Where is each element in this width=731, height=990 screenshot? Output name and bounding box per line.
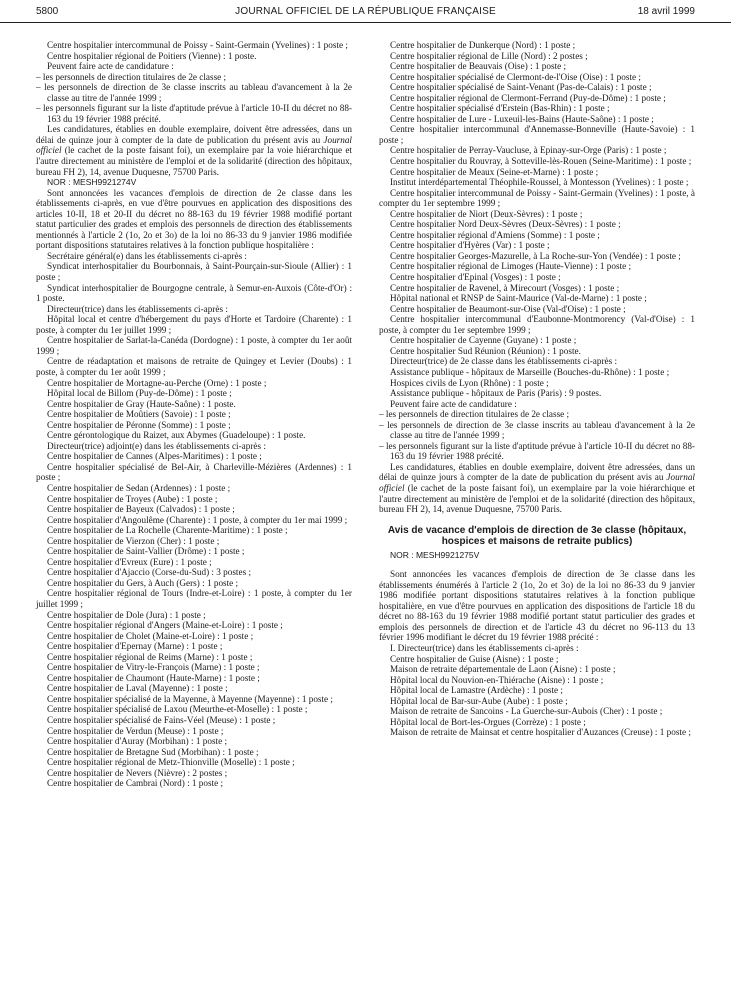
nor-reference: NOR : MESH9921274V — [47, 177, 137, 188]
text-line: Centre hospitalier de Niort (Deux-Sèvres) : 1 poste ; — [390, 208, 583, 219]
text-line: – les personnels de direction de 3e classe inscrits au tableau d'avancement à la 2e classe au titre de l'année 1999 ; — [36, 82, 352, 103]
text-line: Centre hospitalier de Gray (Haute-Saône) : 1 poste. — [47, 398, 236, 409]
text-line: Centre hospitalier de Cayenne (Guyane) : 1 poste ; — [390, 335, 577, 346]
text-line: Centre hospitalier régional d'Angers (Maine-et-Loire) : 1 poste ; — [47, 620, 283, 631]
text-line: Assistance publique - hôpitaux de Marseille (Bouches-du-Rhône) : 1 poste ; — [390, 366, 670, 377]
left-intro — [36, 40, 352, 124]
text-line: Centre hospitalier d'Epernay (Marne) : 1 poste ; — [47, 641, 223, 652]
text-line: Centre hospitalier régional d'Amiens (Somme) : 1 poste ; — [390, 229, 600, 240]
text-line: Centre hospitalier d'Angoulême (Charente) : 1 poste, à compter du 1er mai 1999 ; — [47, 514, 348, 525]
text-line: – les personnels de direction de 3e classe inscrits au tableau d'avancement à la 2e classe au titre de l'année 1999 ; — [379, 419, 695, 441]
text-line: Centre hospitalier spécialisé d'Erstein (Bas-Rhin) : 1 poste ; — [390, 103, 610, 114]
text-line: Centre hospitalier intercommunal de Poissy - Saint-Germain (Yvelines) : 1 poste ; — [47, 40, 348, 50]
text-line: Centre hospitalier de Mortagne-au-Perche (Orne) : 1 poste ; — [47, 377, 267, 388]
right-body — [379, 569, 695, 738]
text-line: Centre de réadaptation et maisons de retraite de Quingey et Levier (Doubs) : 1 poste, à compter du 1er août 1999 ; — [36, 356, 352, 377]
text-line: Centre hospitalier de Ravenel, à Mirecourt (Vosges) : 1 poste ; — [390, 282, 620, 293]
text-line: Hospices civils de Lyon (Rhône) : 1 poste ; — [390, 377, 549, 388]
text-line: Centre hospitalier de Chaumont (Haute-Marne) : 1 poste ; — [47, 672, 260, 683]
text-line: Centre hospitalier Nord Deux-Sèvres (Deux-Sèvres) : 1 poste ; — [390, 219, 621, 230]
text-line: Centre hospitalier intercommunal de Poissy - Saint-Germain (Yvelines) : 1 poste, à compter du 1er septembre 1999 ; — [379, 187, 695, 209]
text-line: Centre hospitalier régional de Tours (Indre-et-Loire) : 1 poste, à compter du 1er juillet 1999 ; — [36, 588, 352, 609]
text-line: Centre hospitalier de Beauvais (Oise) : 1 poste ; — [390, 61, 567, 72]
text-line: – les personnels de direction titulaires de 2e classe ; — [36, 71, 227, 82]
text-line: Maison de retraite de Mainsat et centre hospitalier d'Auzances (Creuse) : 1 poste ; — [390, 727, 691, 738]
text-line: – les personnels figurant sur la liste d'aptitude prévue à l'article 10-II du décret no 88-163 du 19 février 1988 précité. — [36, 103, 352, 124]
text-line: Sont annoncées les vacances d'emplois de direction de 2e classe dans les établissements ci-après, en vue d'être pourvues en application des dispositions des articles 10-II, 18 et 20-II du décret no 88-163 du 19 février 1988 modifié portant statut particulier des grades et emplois des personnels de direction des établissements mentionnés à l'article 2 (1o, 2o et 3o) de la loi no 86-33 du 9 janvier 1986 modifiée portant dispositions statutaires relatives à la fonction publique hospitalière : — [36, 187, 352, 251]
text-line: Syndicat interhospitalier du Bourbonnais, à Saint-Pourçain-sur-Sioule (Allier) : 1 poste ; — [36, 261, 352, 283]
text-line: Centre hospitalier de Saint-Vallier (Drôme) : 1 poste ; — [47, 546, 245, 557]
text-line: Centre hospitalier spécialisé de Laxou (Meurthe-et-Moselle) : 1 poste ; — [47, 704, 308, 715]
text-line: Centre hospitalier Georges-Mazurelle, à La Roche-sur-Yon (Vendée) : 1 poste ; — [390, 250, 681, 261]
text-line: Peuvent faire acte de candidature : — [390, 398, 517, 409]
text-line: I. Directeur(trice) dans les établissements ci-après : — [390, 642, 579, 653]
text-line: Directeur(trice) adjoint(e) dans les établissements ci-après : — [47, 440, 266, 451]
right-column — [379, 40, 695, 738]
text-line: Centre hospitalier régional de Limoges (Haute-Vienne) : 1 poste ; — [390, 261, 632, 272]
text-line: Centre hospitalier de Laval (Mayenne) : 1 poste ; — [47, 683, 228, 694]
text-line: Sont annoncées les vacances d'emplois de direction de 3e classe dans les établissements énumérés à l'article 2 (1o, 2o et 3o) de la loi no 86-33 du 9 janvier 1986 modifiée portant dispositions statutaires relatives à la fonction publique hospitalière, en vue d'être pourvues en application des dispositions de l'article 18 du décret no 88-163 du 19 février 1988 modifié portant statut particulier des grades et emplois des personnels de direction et de l'article 43 du décret no 96-113 du 13 février 1996 modifiant le décret du 19 février 1988 précité : — [379, 569, 695, 643]
text-line: Centre hospitalier de Vierzon (Cher) : 1 poste ; — [47, 535, 220, 546]
text-line: Centre gérontologique du Raizet, aux Abymes (Guadeloupe) : 1 poste. — [47, 430, 306, 441]
text-line: Hôpital national et RNSP de Saint-Maurice (Val-de-Marne) : 1 poste ; — [390, 293, 647, 304]
journal-title: JOURNAL OFFICIEL DE LA RÉPUBLIQUE FRANÇAISE — [235, 6, 496, 17]
left-body — [36, 188, 352, 789]
text-line: Centre hospitalier de Sarlat-la-Canéda (Dordogne) : 1 poste, à compter du 1er août 1999 ; — [36, 335, 352, 356]
text-line: Centre hospitalier du Gers, à Auch (Gers) : 1 poste ; — [47, 577, 239, 588]
publication-date: 18 avril 1999 — [637, 6, 695, 17]
text-line: Maison de retraite de Sancoins - La Guerche-sur-Aubois (Cher) : 1 poste ; — [390, 706, 663, 717]
text-line: Hôpital local de Bort-les-Orgues (Corrèze) : 1 poste ; — [390, 716, 586, 727]
text-line: Centre hospitalier spécialisé de Bel-Air, à Charleville-Mézières (Ardennes) : 1 poste ; — [36, 461, 352, 483]
text-line: Hôpital local de Billom (Puy-de-Dôme) : 1 poste ; — [47, 388, 232, 399]
text-line: Hôpital local de Lamastre (Ardèche) : 1 poste ; — [390, 685, 563, 696]
text-line: Centre hospitalier de Sedan (Ardennes) : 1 poste ; — [47, 482, 231, 493]
text-line: Centre hospitalier intercommunal d'Eaubonne-Montmorency (Val-d'Oise) : 1 poste, à compter du 1er septembre 1999 ; — [379, 314, 695, 335]
notice-title: Avis de vacance d'emplois de direction de 3e classe (hôpitaux, hospices et maisons de retraite publics) — [387, 524, 687, 548]
page-header — [0, 0, 731, 23]
text-line: Centre hospitalier régional de Lille (Nord) : 2 postes ; — [390, 50, 588, 61]
text-line: Centre hospitalier de La Rochelle (Charente-Maritime) : 1 poste ; — [47, 525, 288, 536]
text-line: Centre hospitalier spécialisé de la Mayenne, à Mayenne (Mayenne) : 1 poste ; — [47, 693, 333, 704]
text-line: Centre hospitalier d'Ajaccio (Corse-du-Sud) : 3 postes ; — [47, 567, 251, 578]
text-line: Centre hospitalier spécialisé de Fains-Véel (Meuse) : 1 poste ; — [47, 715, 276, 725]
text-line: Hôpital local et centre d'hébergement du pays d'Horte et Tardoire (Charente) : 1 poste, à compter du 1er juillet 1999 ; — [36, 314, 352, 335]
left-column — [36, 40, 352, 789]
text-line: Centre hospitalier de Bayeux (Calvados) : 1 poste ; — [47, 504, 235, 515]
text-line: Centre hospitalier de Dunkerque (Nord) : 1 poste ; — [390, 40, 576, 50]
text-line: Directeur(trice) dans les établissements ci-après : — [47, 303, 228, 314]
text-line: Centre hospitalier d'Auray (Morbihan) : 1 poste ; — [47, 736, 228, 747]
text-line: Centre hospitalier intercommunal d'Annemasse-Bonneville (Haute-Savoie) : 1 poste ; — [379, 124, 695, 145]
text-line: Centre hospitalier régional de Reims (Marne) : 1 poste ; — [47, 651, 253, 662]
text-line: Centre hospitalier de Bretagne Sud (Morbihan) : 1 poste ; — [47, 746, 259, 757]
text-line: Centre hospitalier d'Evreux (Eure) : 1 poste ; — [47, 556, 212, 567]
text-line: Directeur(trice) de 2e classe dans les établissements ci-après : — [390, 356, 618, 367]
nor-reference: NOR : MESH9921275V — [390, 549, 480, 560]
text-line: Centre hospitalier de Perray-Vaucluse, à Epinay-sur-Orge (Paris) : 1 poste ; — [390, 145, 667, 156]
text-line: Secrétaire général(e) dans les établissements ci-après : — [47, 250, 247, 261]
text-line: Centre hospitalier de Verdun (Meuse) : 1 poste ; — [47, 725, 224, 736]
text-line: Centre hospitalier de Cholet (Maine-et-Loire) : 1 poste ; — [47, 630, 254, 641]
text-line: Maison de retraite départementale de Laon (Aisne) : 1 poste ; — [390, 664, 616, 675]
text-line: Centre hospitalier Sud Réunion (Réunion) : 1 poste. — [390, 345, 581, 356]
text-line: Centre hospitalier de Guise (Aisne) : 1 poste ; — [390, 653, 559, 664]
text-line: – les personnels de direction titulaires de 2e classe ; — [379, 409, 570, 420]
text-line: Centre hospitalier de Beaumont-sur-Oise (Val-d'Oise) : 1 poste ; — [390, 303, 626, 314]
text-line: Institut interdépartemental Théophile-Roussel, à Montesson (Yvelines) : 1 poste ; — [390, 177, 689, 188]
text-line: Centre hospitalier de Troyes (Aube) : 1 poste ; — [47, 493, 218, 504]
text-line: Centre hospitalier de Cambrai (Nord) : 1 poste ; — [47, 778, 224, 789]
text-line: Peuvent faire acte de candidature : — [47, 61, 174, 72]
text-line: Centre hospitalier spécialisé de Saint-Venant (Pas-de-Calais) : 1 poste ; — [390, 82, 652, 93]
page-number: 5800 — [36, 6, 59, 17]
text-line: Centre hospitalier régional de Clermont-Ferrand (Puy-de-Dôme) : 1 poste ; — [390, 92, 666, 103]
text-line: Hôpital local de Bar-sur-Aube (Aube) : 1 poste ; — [390, 695, 568, 706]
text-line: Centre hospitalier régional de Metz-Thionville (Moselle) : 1 poste ; — [47, 757, 295, 768]
text-line: Centre hospitalier du Rouvray, à Sotteville-lès-Rouen (Seine-Maritime) : 1 poste ; — [390, 156, 692, 167]
text-line: Centre hospitalier de Lure - Luxeuil-les-Bains (Haute-Saône) : 1 poste ; — [390, 113, 654, 124]
text-line: Centre hospitalier de Vitry-le-François (Marne) : 1 poste ; — [47, 662, 260, 673]
text-line: Centre hospitalier de Meaux (Seine-et-Marne) : 1 poste ; — [390, 166, 599, 177]
text-line: Centre hospitalier de Moûtiers (Savoie) : 1 poste ; — [47, 409, 231, 420]
candidatures-paragraph: Les candidatures, établies en double exemplaire, doivent être adressées, dans un délai de quinze jours à compter de la date de publication du présent avis au Journal officiel (le cachet de la poste faisant foi), un exemplaire par la voie hiérarchique et l'autre directement au ministère de l'emploi et de la solidarité (direction des hôpitaux, bureau FH 2), 14, avenue Duquesne, 75700 Paris. — [379, 461, 695, 515]
text-line: Centre hospitalier de Péronne (Somme) : 1 poste ; — [47, 419, 231, 430]
text-line: Centre hospitalier d'Epinal (Vosges) : 1 poste ; — [390, 272, 561, 283]
text-line: Centre hospitalier spécialisé de Clermont-de-l'Oise (Oise) : 1 poste ; — [390, 71, 641, 82]
text-line: Assistance publique - hôpitaux de Paris (Paris) : 9 postes. — [390, 388, 602, 399]
candidatures-paragraph: Les candidatures, établies en double exemplaire, doivent être adressées, dans un délai de quinze jour à compter de la date de publication du présent avis au Journal officiel (le cachet de la poste faisant foi), un exemplaire par la voie hiérarchique et l'autre directement au ministère de l'emploi et de la solidarité (direction des hôpitaux, bureau FH 2), 14, avenue Duquesne, 75700 Paris. — [36, 124, 352, 177]
text-line: Centre hospitalier de Dole (Jura) : 1 poste ; — [47, 609, 206, 620]
text-line: Centre hospitalier d'Hyères (Var) : 1 poste ; — [390, 240, 550, 251]
text-line: – les personnels figurant sur la liste d'aptitude prévue à l'article 10-II du décret no 88-163 du 19 février 1988 précité. — [379, 440, 695, 462]
text-line: Centre hospitalier régional de Poitiers (Vienne) : 1 poste. — [47, 50, 257, 61]
text-line: Syndicat interhospitalier de Bourgogne centrale, à Semur-en-Auxois (Côte-d'Or) : 1 poste. — [36, 282, 352, 304]
text-line: Centre hospitalier de Nevers (Nièvre) : 2 postes ; — [47, 767, 228, 778]
text-line: Centre hospitalier de Cannes (Alpes-Maritimes) : 1 poste ; — [47, 451, 262, 462]
right-lines — [379, 40, 695, 462]
text-line: Hôpital local du Nouvion-en-Thiérache (Aisne) : 1 poste ; — [390, 674, 604, 685]
